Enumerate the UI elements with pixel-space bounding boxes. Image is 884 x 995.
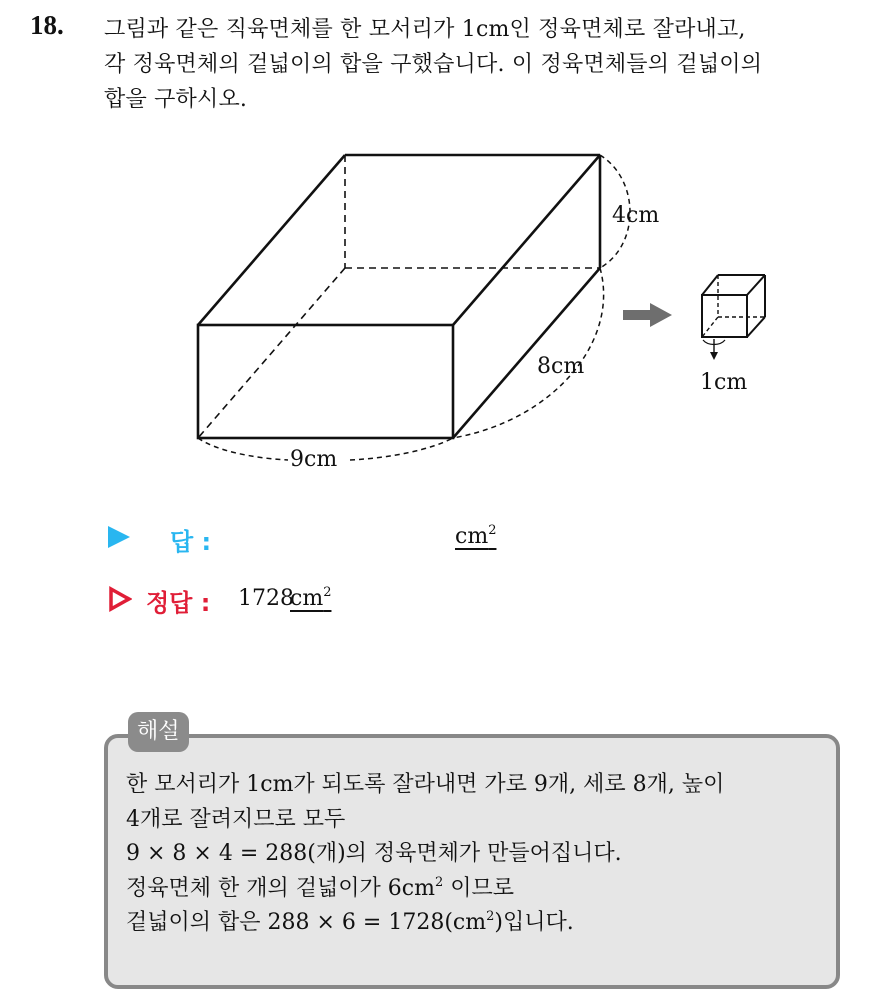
explanation-text — [126, 768, 836, 941]
width-label: 9cm — [290, 447, 338, 472]
answer-marker-icon — [108, 526, 130, 548]
explanation-line-1: 한 모서리가 1cm가 되도록 잘라내면 가로 9개, 세로 8개, 높이 — [126, 772, 725, 797]
answer-label: 답 : — [170, 528, 212, 556]
question-line-2: 각 정육면체의 겉넓이의 합을 구했습니다. 이 정육면체들의 겉넓이의 — [104, 52, 763, 77]
small-cube — [702, 275, 765, 360]
visible-edges — [198, 155, 600, 438]
question-line-1: 그림과 같은 직육면체를 한 모서리가 1cm인 정육면체로 잘라내고, — [104, 17, 746, 42]
height-label: 4cm — [612, 203, 660, 228]
question-number: 18. — [30, 10, 64, 40]
explanation-line-2: 4개로 잘려지므로 모두 — [126, 806, 346, 832]
correct-answer-value: 1728 — [238, 586, 294, 611]
question-line-3: 합을 구하시오. — [104, 87, 248, 112]
correct-answer-label: 정답 : — [146, 589, 211, 617]
small-cube-label: 1cm — [700, 370, 748, 395]
depth-label: 8cm — [537, 354, 585, 379]
explanation-line-4: 정육면체 한 개의 겉넓이가 $6cm^2$ 이므로 — [126, 874, 514, 901]
correct-marker-icon — [108, 586, 132, 612]
correct-answer-unit: $cm^2$ — [290, 585, 332, 611]
hidden-edges — [198, 155, 600, 438]
explanation-line-3: 9 × 8 × 4 = 288(개)의 정육면체가 만들어집니다. — [126, 841, 622, 866]
answer-row — [108, 520, 608, 560]
explanation-line-5: 겉넓이의 합은 $288 \times 6 = 1728(cm^2)$입니다. — [126, 909, 574, 935]
right-arrow-icon — [623, 303, 672, 327]
explanation-tag: 해설 — [128, 712, 189, 752]
correct-answer-row — [108, 582, 608, 622]
answer-unit: $cm^2$ — [455, 523, 497, 549]
